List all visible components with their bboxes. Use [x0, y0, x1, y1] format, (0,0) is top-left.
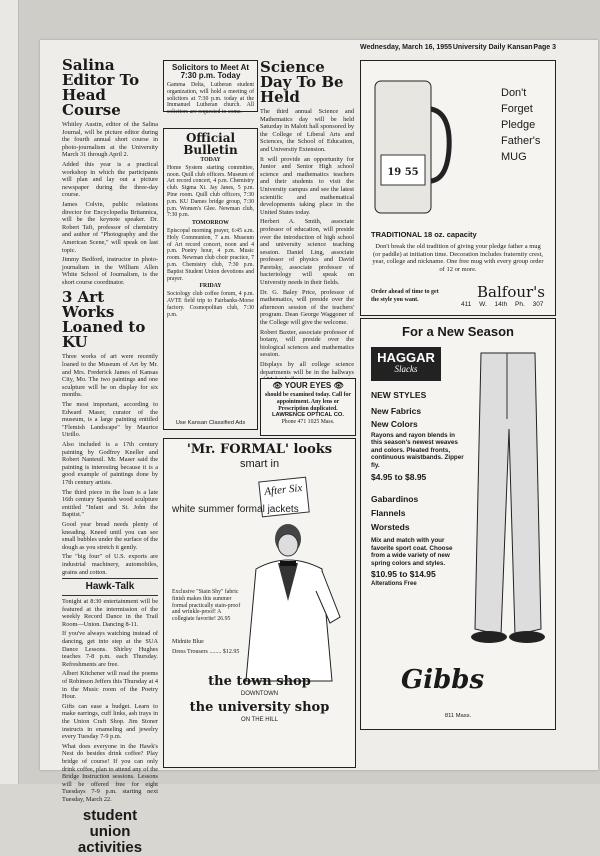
optical-ad — [260, 378, 356, 436]
optical-headline-text: YOUR EYES — [284, 381, 332, 390]
science-para-1: The third annual Science and Mathematics day will be held Saturday in Malott hall sponsored by the College of Liberal Arts and Sciences, the School of Education, and University Extension. — [260, 108, 354, 153]
bulletin-today-text: Home System starting committee, noon. Quill club officers. Museum of Art record concert, 4 p.m. Chemistry club. Sigma Xi. Jay Janes, 5 p.m. Pine room. Quill club officers, 7:30 p.m. KU Dames bridge group, 7:30 p.m. Women's Glee. Newman club, 7:30 p.m. — [167, 164, 254, 219]
pledge-text — [501, 85, 540, 165]
hawk-para-2: If you've always watching instead of dancing, get into step at the SUA Dance Lessons. Shirley Hughes teaches 7-8 p.m. each Thursday. Refreshments are free. — [62, 630, 158, 668]
new-colors: New Colors — [371, 418, 418, 429]
pledge-word: Pledge — [501, 119, 536, 131]
fabric-flannels: Flannels — [371, 507, 406, 518]
balfour-description: Don't break the old tradition of giving your pledge father a mug (or paddle) at initiation time. Decoration includes fraternity crest, year, college and nickname. One free mug with every group order of 12 or more. — [372, 243, 544, 273]
art-para-3: Also included is a 17th century painting by Godfrey Kneller and Robert Nanteuil. Mr. Maser said the painting is interesting because it is a good example of paintings done by 17th century artists. — [62, 441, 158, 486]
man-in-jacket-illustration — [236, 521, 346, 691]
gibbs-address: 811 Mass. — [444, 713, 472, 719]
bulletin-friday-text: Sociology club coffee forum, 4 p.m. AVTE field trip to Fairbanks-Morse factory. Cosmopolitan club, 7:30 p.m. — [167, 291, 254, 318]
science-para-6: Displays by all college science departments will be in the hallways — [260, 361, 354, 376]
solicitors-headline: Solicitors to Meet At 7:30 p.m. Today — [171, 63, 250, 80]
bulletin-today: TODAY — [200, 157, 221, 163]
midnite-blue: Midnite Blue — [172, 639, 204, 645]
alterations-free: Alterations Free — [371, 580, 417, 587]
haggar-logo — [371, 347, 441, 381]
price-1: $4.95 to $8.95 — [371, 472, 427, 483]
column-science-day — [260, 60, 354, 375]
mug-text: MUG — [501, 151, 527, 163]
fathers-text: Father's — [501, 135, 541, 147]
dont-text: Don't — [501, 87, 527, 99]
balfours-address: 411 W. 14th Ph. 307 — [461, 301, 544, 308]
art-para-6: The "big four" of U.S. exports are industrial machinery, automobiles, grains and cotton. — [62, 553, 158, 576]
salina-para-3: James Colvin, public relations director for Encyclopedia Britannica, will be the keynote speaker. Dr. Robert Taft, professor of chemistry and author of "Photography and the American Scene," will speak on last topic. — [62, 200, 158, 254]
slacks-text: Slacks — [394, 364, 418, 374]
eye-icon: 👁 — [272, 381, 283, 390]
optical-company: LAWRENCE OPTICAL CO. — [271, 412, 345, 419]
salina-para-4: Jimmy Bedford, instructor in photo-journalism in the William Allen White School of Journalism, is the short course coordinator. — [62, 256, 158, 286]
science-para-3: Herbert A. Smith, associate professor of education, will preside over the introduction of high school and university science teaching session. Daniel Ling, associate professor of physics and David Paretsky, associate professor of bacteriology will speak on University needs in their fields. — [260, 218, 354, 287]
on-the-hill: ON THE HILL — [241, 717, 278, 723]
headline-art-works: 3 Art Works Loaned to KU — [62, 288, 146, 352]
downtown: DOWNTOWN — [240, 691, 279, 697]
headline-salina: Salina Editor To Head Course — [62, 56, 140, 119]
new-fabrics: New Fabrics — [371, 405, 422, 416]
balfours-logo: Balfour's — [477, 283, 545, 301]
bulletin-friday: FRIDAY — [199, 283, 222, 290]
haggar-copy — [371, 391, 467, 587]
hawk-para-3: Albert Kitchener will read the poems of Robinson Jeffers this Thursday at 4 in the Music room of the Poetry Hour. — [62, 670, 158, 701]
paper-name: University Daily Kansan — [452, 44, 533, 51]
gibbs-ad — [360, 318, 556, 730]
mr-formal-ad — [163, 438, 356, 768]
science-para-4: Dr. G. Baley Price, professor of mathematics, will preside over the afternoon session of the teachers' program. Dean George Waggoner of the College will give the welcome. — [260, 288, 354, 327]
hawk-para-4: Gifts can ease a budget. Learn to make earrings, cuff links, ash trays in the Union Craft Shop. Jim Stoner instructs in enameling and jewelry every Tuesday 7-9 p.m. — [62, 702, 158, 741]
bulletin-footer: Use Kansan Classified Ads — [175, 420, 246, 427]
science-para-5: Robert Baxter, associate professor of botany, will preside over the biological sciences and mathematics session. — [260, 328, 354, 359]
dateline — [360, 44, 556, 51]
hawk-para-5: What does everyone in the Hawk's Nest do besides drink coffee? Play bridge of course! If you can only drink coffee, plan to attend any of the Bridge Instruction sessions. Lessons will be offered free for eight Tuesdays 7-9 p.m. starting next Tuesday, March 22. — [62, 742, 158, 803]
fabric-worsteds: Worsteds — [371, 521, 410, 532]
fabric-gabardinos: Gabardinos — [371, 493, 419, 504]
official-bulletin-box — [163, 128, 258, 430]
fabric-list — [371, 492, 467, 534]
town-shop: the town shop — [208, 674, 311, 689]
solicitors-box — [163, 60, 258, 116]
art-para-1: Three works of art were recently loaned to the Museum of Art by Mr. and Mrs. Frederick James of Kansas City, Mo. The two paintings and one sculpture will be on display for six months. — [62, 353, 158, 399]
student-union-logo: student union activities — [77, 806, 143, 856]
art-para-5: Good year bread needs plenty of kneading. Kneed until you can see small bubbles under the surface of the dough as you stretch it gently. — [62, 520, 158, 551]
bulletin-tomorrow-text: Episcopal morning prayer, 6:45 a.m. Holy Communion, 7 a.m. Museum of Art record concert, noon and 4 p.m. Poetry hour, 4 p.m. Music room. Newman club choir practice, 7 p.m. Chemistry club, 7:30 p.m. Baptist Student Union devotions and prayer. — [167, 227, 254, 282]
bulletin-tomorrow: TOMORROW — [192, 220, 229, 227]
stain-shy-text: Exclusive "Stain Shy" fabric finish makes this summer formal practically stain-proof and wrinkle-proof! A collegiate favorite! 26.95 — [172, 589, 241, 623]
hawk-para-1: Tonight at 8:30 entertainment will be featured at the intermission of the weekly Record Dance in the Trail Room—Union. Dancing 8-11. — [62, 598, 158, 628]
salina-para-1: Whitley Austin, editor of the Salina Journal, will be picture editor during the fourth annual short course in photo-journalism at the University March 31 through April 2. — [62, 121, 158, 159]
dress-trousers: Dress Trousers ........ $12.95 — [172, 649, 240, 655]
optical-headline — [261, 382, 355, 390]
white-jackets: white summer formal jackets — [172, 504, 299, 515]
university-shop: the university shop — [189, 700, 330, 715]
salina-para-2: Added this year is a practical workshop in which the participants will plan and lay out a picture newspaper during the three-day course. — [62, 160, 158, 199]
beer-mug-illustration — [367, 69, 453, 219]
optical-phone: Phone 471 1025 Mass. — [281, 419, 335, 426]
page-number: Page 3 — [533, 44, 556, 51]
new-season-headline: For a New Season — [402, 324, 514, 339]
optical-text: should be examined today. Call for appointment. Any lens or Prescription duplicated. — [265, 392, 351, 412]
column-left — [62, 56, 158, 856]
science-para-2: It will provide an opportunity for Junior and Senior High school science and mathematics teachers and their students to visit the University campus and see the latest scientific and mathematical developments taking place in the United States today. — [260, 155, 354, 216]
solicitors-text: Gamma Delta, Lutheran student organization, will hold a meeting of solicitors at 7:30 p.m. today at the Immanuel Lutheran church. All solicitors are requested to come. — [167, 82, 254, 116]
eye-icon-2: 👁 — [333, 381, 344, 390]
forget-text: Forget — [501, 103, 533, 115]
facing-page-edge — [0, 0, 19, 784]
price-2: $10.95 to $14.95 — [371, 569, 436, 580]
bulletin-title: Official Bulletin — [183, 131, 238, 157]
mr-formal-sub: smart in — [239, 458, 280, 470]
traditional-capacity: TRADITIONAL 18 oz. capacity — [371, 230, 477, 239]
haggar-text: HAGGAR — [377, 350, 435, 365]
after-six-text: After Six — [263, 482, 303, 499]
slacks-illustration — [461, 349, 551, 649]
balfours-ad — [360, 60, 556, 316]
art-para-4: The third piece in the loan is a late 16th century Spanish wood sculpture entitled "Infant and St. John the Baptist." — [62, 488, 158, 519]
date-text: Wednesday, March 16, 1955 — [360, 44, 452, 51]
svg-text:19 55: 19 55 — [387, 167, 419, 178]
headline-hawk-talk: Hawk-Talk — [85, 581, 135, 593]
new-styles: NEW STYLES — [371, 390, 427, 400]
headline-science-day: Science Day To Be Held — [260, 58, 344, 106]
art-para-2: The most important, according to Edward Maser, curator of the museum, is a large painting entitled "Flemish Landscape" by Maurice Utrillo. — [62, 401, 158, 439]
rayon-text: Rayons and rayon blends in this season's newest weaves and colors. Pleated fronts, continuous waistbands. Zipper fly. — [371, 431, 464, 469]
order-text: Order ahead of time to get the style you want. — [371, 289, 439, 303]
gibbs-logo: Gibbs — [401, 665, 485, 695]
mix-text: Mix and match with your favorite sport coat. Choose from a wide variety of new spring colors and styles. — [371, 536, 453, 567]
mr-formal-headline: 'Mr. FORMAL' looks — [186, 442, 333, 457]
